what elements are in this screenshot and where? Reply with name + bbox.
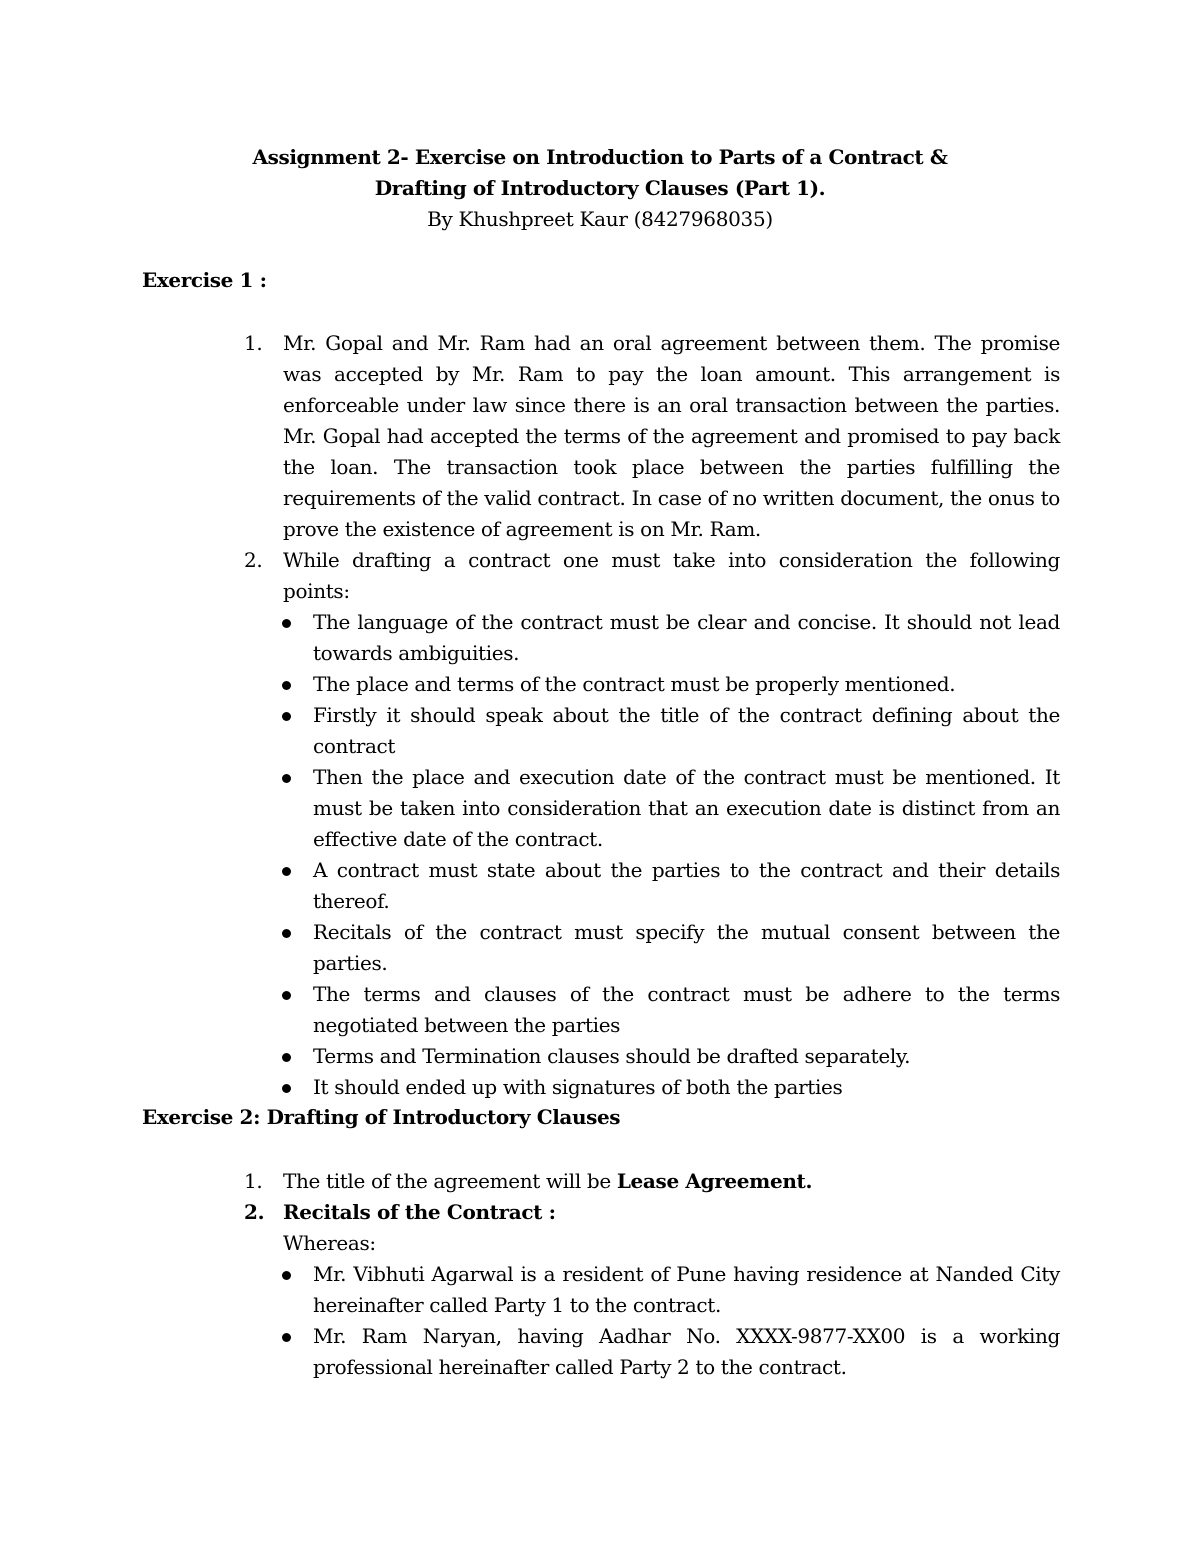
list-item-text: Then the place and execution date of the contract must be mentioned. It must be taken into consideration that an execution date is distinct from an effective date of the contract. (313, 765, 1060, 851)
list-item-text: Firstly it should speak about the title of the contract defining about the contract (313, 703, 1060, 758)
item-text: Mr. Gopal and Mr. Ram had an oral agreement between them. The promise was accepted by Mr. Ram to pay the loan amount. This arrangement is enforceable under law since there is an oral transaction between the parties. Mr. Gopal had accepted the terms of the agreement and promised to pay back the loan. The transaction took place between the parties fulfilling the requirements of the valid contract. In case of no written document, the onus to prove the existence of agreement is on Mr. Ram. (283, 331, 1060, 541)
list-item-text: Recitals of the contract must specify the mutual consent between the parties. (313, 920, 1060, 975)
item-text (283, 1166, 1060, 1197)
exercise-2-heading: Exercise 2: Drafting of Introductory Clauses (142, 1105, 621, 1129)
list-item (244, 1259, 1060, 1321)
item-number: 1. (244, 1169, 263, 1193)
list-item-text: The terms and clauses of the contract must be adhere to the terms negotiated between the parties (313, 982, 1060, 1037)
bullet-icon (282, 1271, 291, 1280)
list-item-text: It should ended up with signatures of both the parties (313, 1075, 843, 1099)
list-item-text: A contract must state about the parties to the contract and their details thereof. (313, 858, 1060, 913)
bullet-icon (282, 619, 291, 628)
item-number: 2. (244, 548, 263, 572)
list-item (244, 1072, 1060, 1103)
drafting-points-list (244, 607, 1060, 1103)
item-number: 1. (244, 331, 263, 355)
list-item (244, 1321, 1060, 1383)
whereas-label: Whereas: (283, 1231, 376, 1255)
exercise-2-item-1 (244, 1166, 1060, 1197)
document-title-block (0, 142, 1200, 235)
exercise-1-item-1 (244, 328, 1060, 545)
list-item-text: Mr. Vibhuti Agarwal is a resident of Pune having residence at Nanded City hereinafter called Party 1 to the contract. (313, 1262, 1060, 1317)
bullet-icon (282, 867, 291, 876)
author-line: By Khushpreet Kaur (8427968035) (427, 207, 773, 231)
bullet-icon (282, 1053, 291, 1062)
title-statement: The title of the agreement will be (283, 1169, 617, 1193)
recitals-list (244, 1259, 1060, 1383)
list-item-text: The place and terms of the contract must be properly mentioned. (313, 672, 956, 696)
agreement-title: Lease Agreement. (616, 1169, 813, 1193)
exercise-1-item-2 (244, 545, 1060, 1103)
list-item (244, 669, 1060, 700)
item-number: 2. (244, 1200, 265, 1224)
bullet-icon (282, 1084, 291, 1093)
exercise-1-heading: Exercise 1 : (142, 268, 267, 292)
recitals-heading: Recitals of the Contract : (283, 1200, 556, 1224)
list-item-text: Terms and Termination clauses should be drafted separately. (313, 1044, 911, 1068)
list-item-text: The language of the contract must be clear and concise. It should not lead towards ambiguities. (313, 610, 1060, 665)
list-item (244, 979, 1060, 1041)
bullet-icon (282, 774, 291, 783)
list-item-text: Mr. Ram Naryan, having Aadhar No. XXXX-9877-XX00 is a working professional hereinafter called Party 2 to the contract. (313, 1324, 1060, 1379)
list-item (244, 607, 1060, 669)
bullet-icon (282, 681, 291, 690)
title-line-2: Drafting of Introductory Clauses (Part 1). (374, 176, 826, 200)
bullet-icon (282, 929, 291, 938)
list-item (244, 855, 1060, 917)
bullet-icon (282, 991, 291, 1000)
title-line-1: Assignment 2- Exercise on Introduction to Parts of a Contract & (252, 145, 948, 169)
exercise-2-item-2 (244, 1197, 1060, 1383)
bullet-icon (282, 712, 291, 721)
list-item (244, 1041, 1060, 1072)
item-text: While drafting a contract one must take into consideration the following points: (283, 548, 1060, 603)
list-item (244, 917, 1060, 979)
list-item (244, 762, 1060, 855)
list-item (244, 700, 1060, 762)
bullet-icon (282, 1333, 291, 1342)
